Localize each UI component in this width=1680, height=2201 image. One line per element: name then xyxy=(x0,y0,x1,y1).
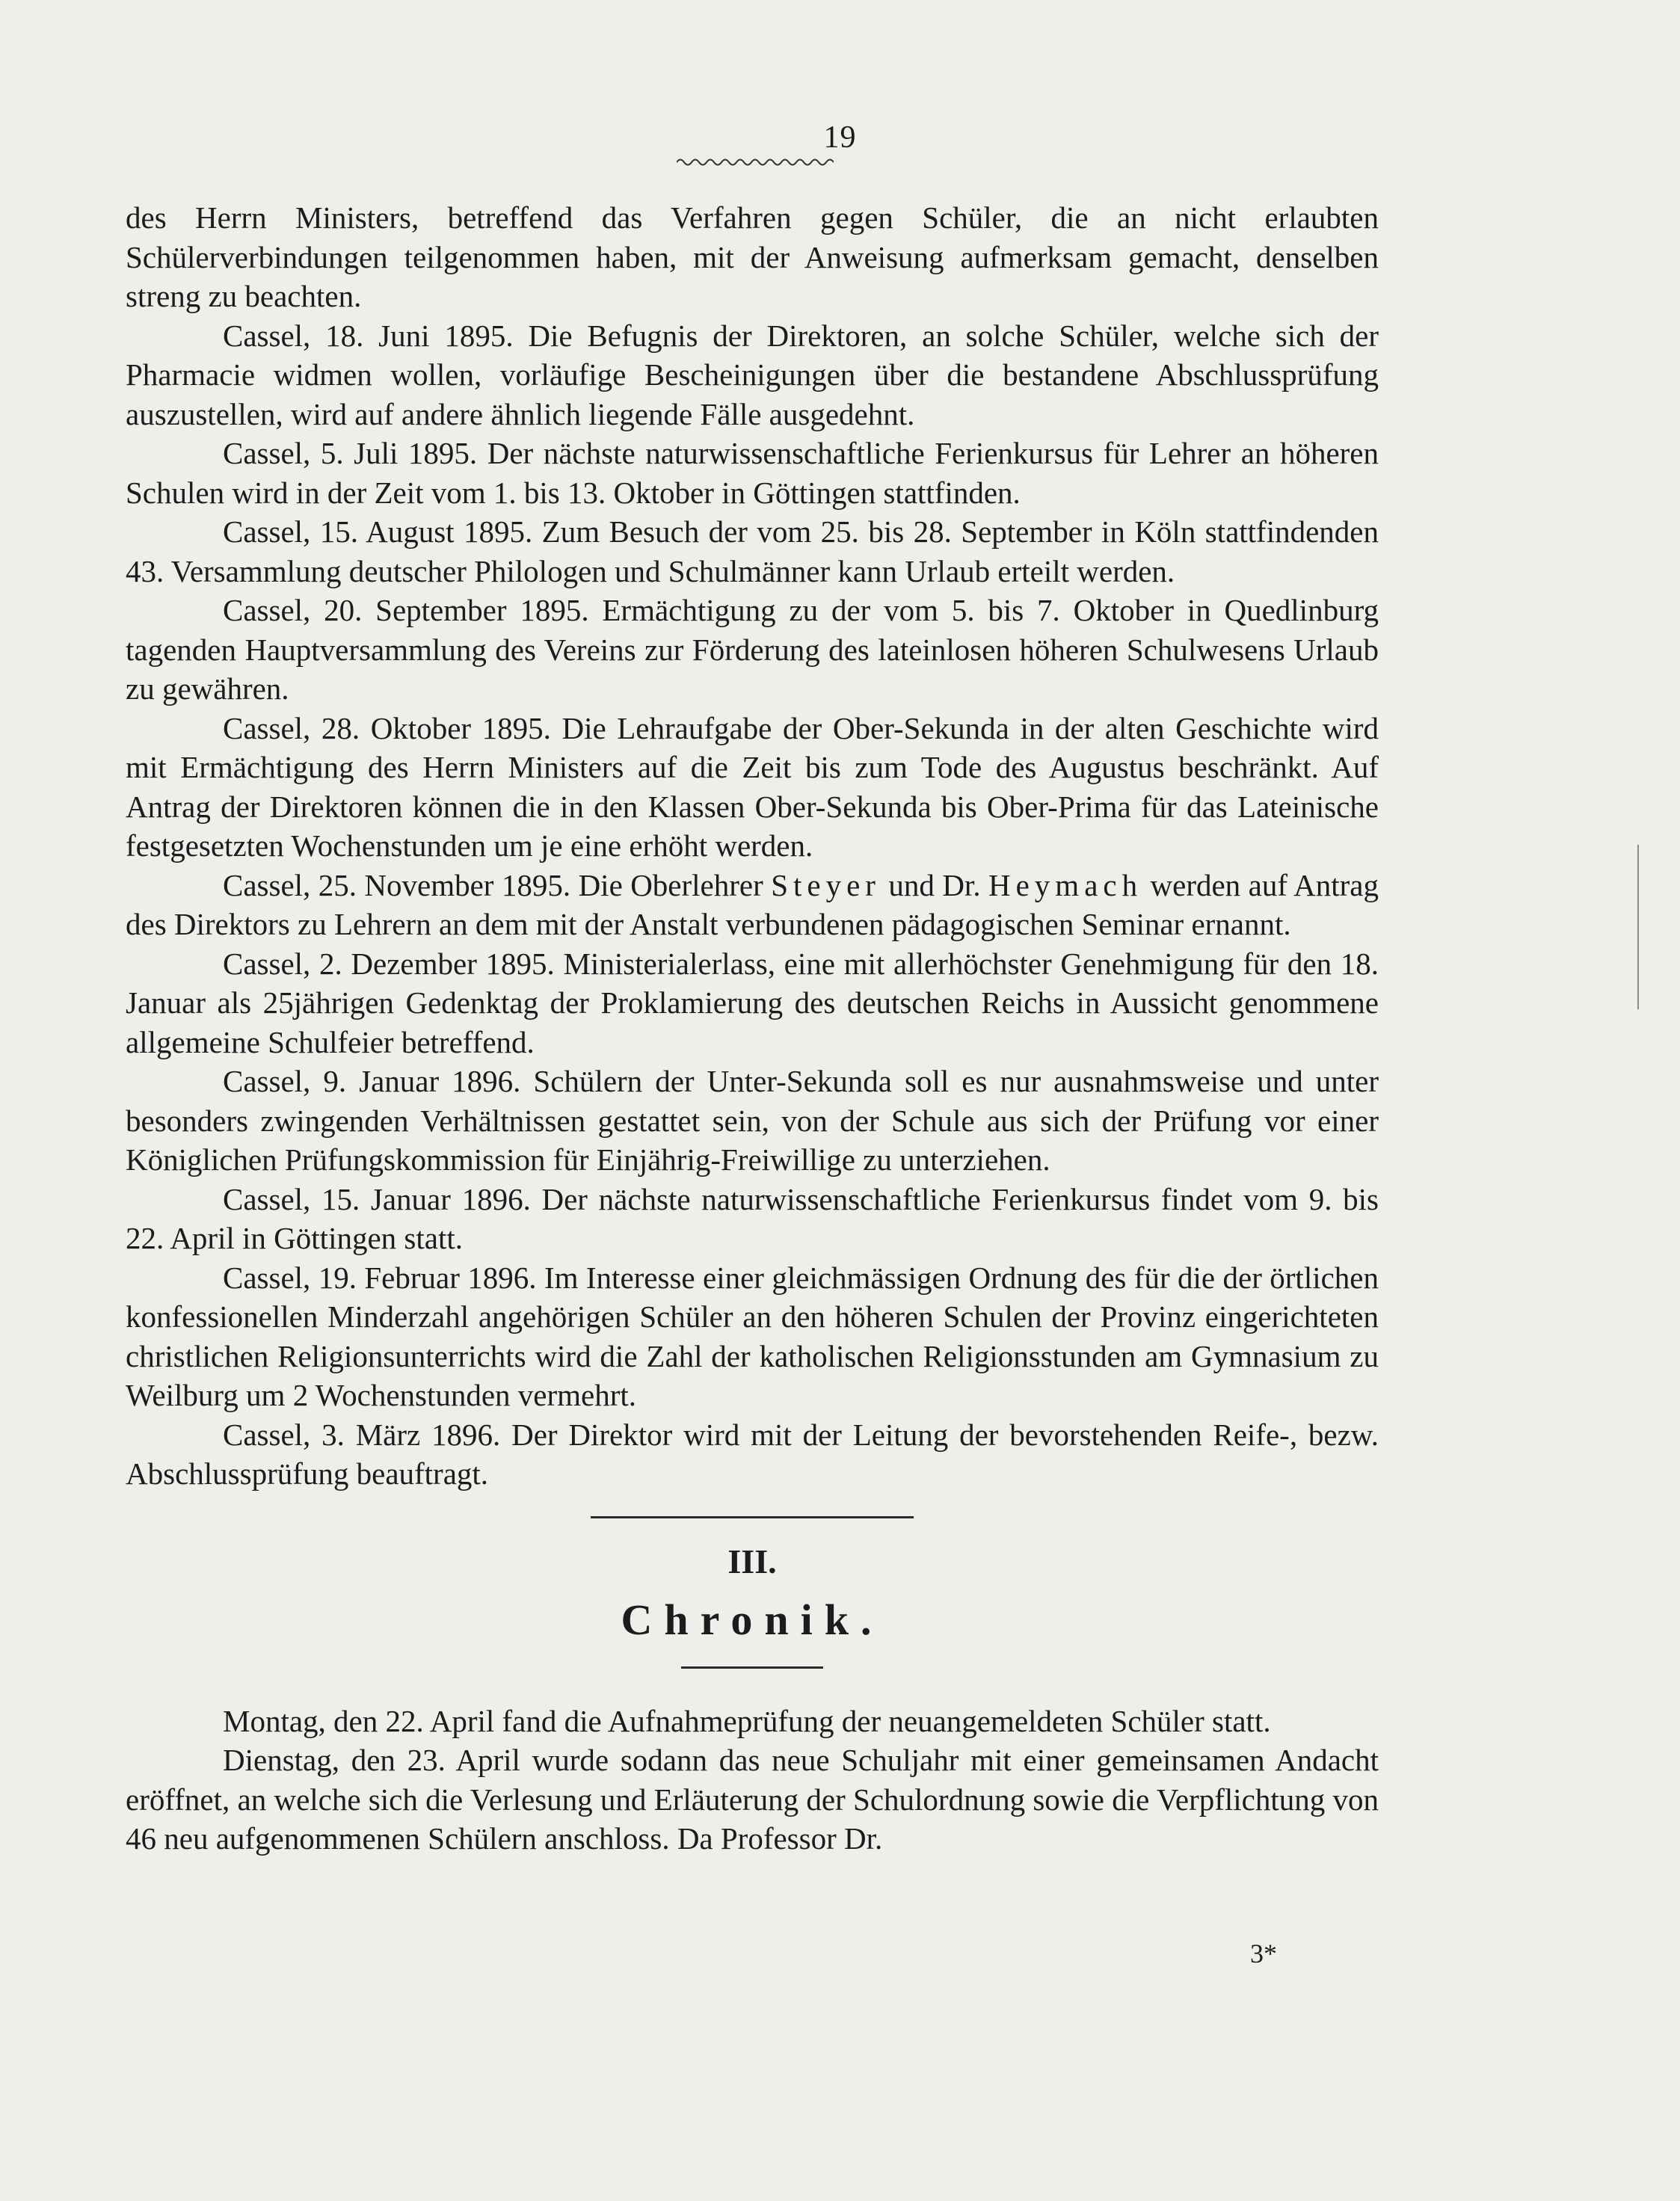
title-divider xyxy=(681,1666,823,1669)
paragraph-decree: Cassel, 5. Juli 1895. Der nächste naturwissenschaftliche Ferienkursus für Lehrer an höheren Schulen wird in der Zeit vom 1. bis 13. Oktober in Göttingen stattfinden. xyxy=(126,436,1379,510)
signature-mark: 3* xyxy=(1250,1939,1277,1968)
paragraph-decree: Cassel, 15. August 1895. Zum Besuch der vom 25. bis 28. September in Köln stattfindenden 43. Versammlung deutscher Philologen und Schulmänner kann Urlaub erteilt werden. xyxy=(126,514,1379,588)
paragraph-chronik: Dienstag, den 23. April wurde sodann das neue Schuljahr mit einer gemeinsamen Andacht eröffnet, an welche sich die Verlesung und Erläuterung der Schulordnung sowie die Verpflichtung von 46 neu aufgenommenen Schülern anschloss. Da Professor Dr. xyxy=(126,1743,1379,1856)
paragraph-chronik: Montag, den 22. April fand die Aufnahmeprüfung der neuangemeldeten Schüler statt. xyxy=(223,1703,1271,1738)
person-name: Heymach xyxy=(988,867,1143,902)
paragraph-decree: Cassel, 15. Januar 1896. Der nächste naturwissenschaftliche Ferienkursus findet vom 9. bis 22. April in Göttingen statt. xyxy=(126,1181,1379,1255)
page-number: 19 xyxy=(823,120,857,155)
paragraph-text: werden auf Antrag des Direktors zu Lehrern an dem mit der Anstalt verbundenen pädagogischen Seminar ernannt. xyxy=(126,867,1379,941)
paragraph-decree: Cassel, 19. Februar 1896. Im Interesse einer gleichmässigen Ordnung des für die der örtlichen konfessionellen Minderzahl angehörigen Schüler an den höheren Schulen der Provinz eingerichteten christlichen Religionsunterrichts wird die Zahl der katholischen Religionsstunden am Gymnasium zu Weilburg um 2 Wochenstunden vermehrt. xyxy=(126,1260,1379,1412)
paragraph-text: und Dr. xyxy=(880,867,988,902)
paragraph-decree: Cassel, 18. Juni 1895. Die Befugnis der Direktoren, an solche Schüler, welche sich der Pharmacie widmen wollen, vorläufige Bescheinigungen über die bestandene Abschlussprüfung auszustellen, wird auf andere ähnlich liegende Fälle ausgedehnt. xyxy=(126,318,1379,431)
person-name: Steyer xyxy=(771,867,881,902)
paragraph-decree: Cassel, 28. Oktober 1895. Die Lehraufgabe der Ober-Sekunda in der alten Geschichte wird mit Ermächtigung des Herrn Ministers auf die Zeit bis zum Tode des Augustus beschränkt. Auf Antrag der Direktoren können die in den Klassen Ober-Sekunda bis Ober-Prima für das Lateinische festgesetzten Wochenstunden um je eine erhöht werden. xyxy=(126,710,1379,863)
page-number-ornament xyxy=(677,157,834,167)
section-number: III. xyxy=(727,1542,777,1580)
paragraph-decree: Cassel, 3. März 1896. Der Direktor wird mit der Leitung der bevorstehenden Reife-, bezw. Abschlussprüfung beauftragt. xyxy=(126,1417,1379,1491)
page-body xyxy=(126,198,1379,1859)
paragraph-decree: Cassel, 20. September 1895. Ermächtigung zu der vom 5. bis 7. Oktober in Quedlinburg tagenden Hauptversammlung des Vereins zur Förderung des lateinlosen höheren Schulwesens Urlaub zu gewähren. xyxy=(126,593,1379,706)
paragraph-decree: Cassel, 2. Dezember 1895. Ministerialerlass, eine mit allerhöchster Genehmigung für den 18. Januar als 25jährigen Gedenktag der Proklamierung des deutschen Reichs in Aussicht genommene allgemeine Schulfeier betreffend. xyxy=(126,946,1379,1059)
page-edge-mark xyxy=(1637,845,1639,1009)
paragraph-decree: Cassel, 9. Januar 1896. Schülern der Unter-Sekunda soll es nur ausnahmsweise und unter besonders zwingenden Verhältnissen gestattet sein, von der Schule aus sich der Prüfung vor einer Königlichen Prüfungskommission für Einjährig-Freiwillige zu unterziehen. xyxy=(126,1064,1379,1177)
section-divider xyxy=(591,1516,914,1518)
paragraph-decree xyxy=(126,866,1379,944)
paragraph-continuation: des Herrn Ministers, betreffend das Verfahren gegen Schüler, die an nicht erlaubten Schülerverbindungen teilgenommen haben, mit der Anweisung aufmerksam gemacht, denselben streng zu beachten. xyxy=(126,200,1379,313)
paragraph-text: Cassel, 25. November 1895. Die Oberlehrer xyxy=(223,867,772,902)
section-title: Chronik. xyxy=(621,1595,884,1644)
